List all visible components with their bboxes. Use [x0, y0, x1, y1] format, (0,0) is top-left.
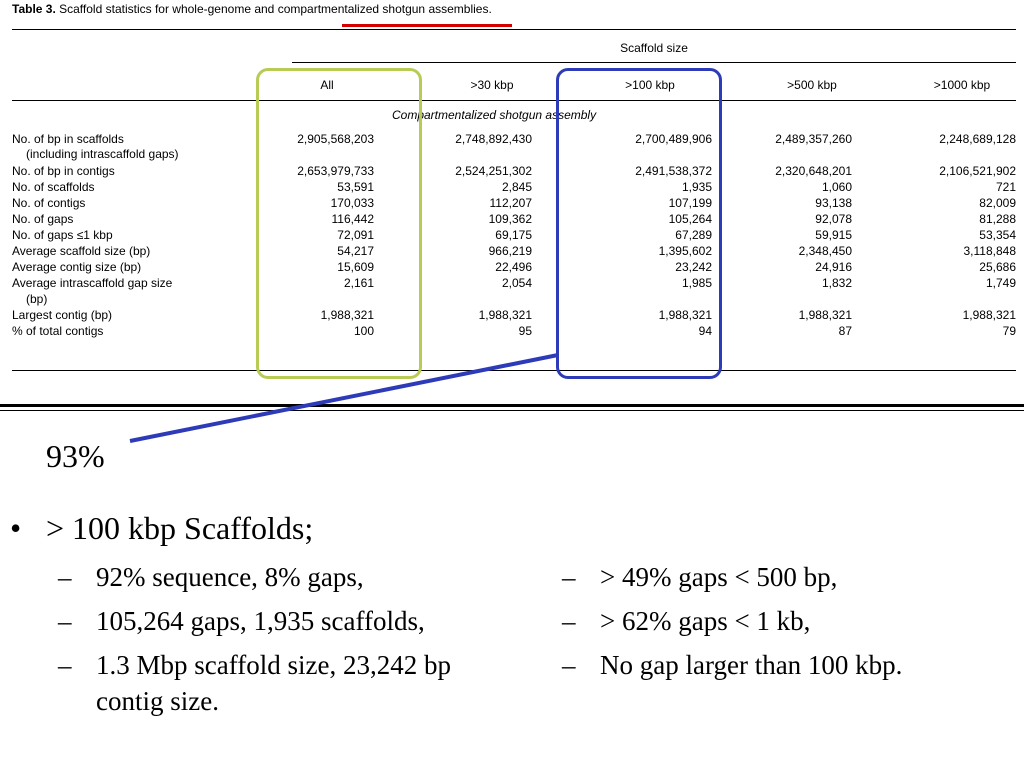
sub-bullet-text: 1.3 Mbp scaffold size, 23,242 bp — [96, 650, 451, 680]
table-caption: Scaffold statistics for whole-genome and compartmentalized shotgun assemblies. — [55, 2, 492, 16]
cell-30kbp: 95 — [518, 324, 532, 338]
sub-bullet — [58, 650, 451, 681]
cell-100kbp: 2,491,538,372 — [635, 164, 712, 178]
dash-icon: – — [562, 562, 576, 592]
cell-30kbp: 2,845 — [501, 180, 532, 194]
cell-500kbp: 87 — [838, 324, 852, 338]
cell-500kbp: 2,348,450 — [798, 244, 852, 258]
bullet-main-text: > 100 kbp Scaffolds; — [46, 510, 314, 546]
cell-30kbp: 22,496 — [495, 260, 532, 274]
sub-bullet-text: 105,264 gaps, 1,935 scaffolds, — [96, 606, 425, 636]
cell-1000kbp: 1,988,321 — [962, 308, 1016, 322]
sub-bullet-text: > 49% gaps < 500 bp, — [600, 562, 838, 592]
sub-bullet — [562, 606, 810, 637]
cell-500kbp: 1,060 — [821, 180, 852, 194]
cell-30kbp: 2,054 — [501, 276, 532, 290]
callout-percent: 93% — [46, 438, 105, 474]
cell-all: 72,091 — [337, 228, 374, 242]
cell-500kbp: 92,078 — [815, 212, 852, 226]
row-sublabel: (including intrascaffold gaps) — [26, 147, 179, 161]
cell-1000kbp: 2,106,521,902 — [939, 164, 1016, 178]
row-label: Average scaffold size (bp) — [12, 244, 151, 258]
sub-bullet-continuation — [96, 686, 219, 717]
cell-100kbp: 67,289 — [675, 228, 712, 242]
cell-100kbp: 1,988,321 — [658, 308, 712, 322]
row-label: No. of gaps — [12, 212, 74, 226]
cell-30kbp: 112,207 — [489, 196, 532, 210]
cell-30kbp: 2,524,251,302 — [455, 164, 532, 178]
row-sublabel: (bp) — [26, 292, 48, 306]
cell-all: 2,161 — [343, 276, 374, 290]
col-header-1000kbp: >1000 kbp — [933, 78, 991, 92]
dash-icon: – — [58, 562, 72, 592]
cell-500kbp: 2,489,357,260 — [775, 132, 852, 146]
cell-1000kbp: 82,009 — [979, 196, 1016, 210]
cell-all: 53,591 — [337, 180, 374, 194]
row-label: Average contig size (bp) — [12, 260, 142, 274]
dash-icon: – — [58, 650, 72, 680]
cell-100kbp: 1,935 — [681, 180, 712, 194]
cell-all: 170,033 — [330, 196, 374, 210]
col-header-500kbp: >500 kbp — [787, 78, 837, 92]
cell-100kbp: 105,264 — [668, 212, 712, 226]
bullet-dot-icon: • — [10, 510, 22, 546]
row-label: No. of bp in scaffolds — [12, 132, 124, 146]
sub-bullet — [562, 562, 837, 593]
table-number: Table 3. — [12, 2, 56, 16]
cell-30kbp: 109,362 — [488, 212, 532, 226]
cell-500kbp: 1,988,321 — [798, 308, 852, 322]
sub-bullet-text: > 62% gaps < 1 kb, — [600, 606, 811, 636]
row-label: No. of contigs — [12, 196, 86, 210]
cell-1000kbp: 25,686 — [979, 260, 1016, 274]
scaffold-size-header: Scaffold size — [620, 41, 688, 55]
cell-100kbp: 1,985 — [681, 276, 712, 290]
cell-500kbp: 59,915 — [815, 228, 852, 242]
cell-500kbp: 2,320,648,201 — [775, 164, 852, 178]
cell-30kbp: 1,988,321 — [478, 308, 532, 322]
cell-100kbp: 2,700,489,906 — [635, 132, 712, 146]
cell-all: 2,653,979,733 — [297, 164, 374, 178]
cell-1000kbp: 81,288 — [979, 212, 1016, 226]
sub-bullet-text: No gap larger than 100 kbp. — [600, 650, 903, 680]
cell-all: 100 — [353, 324, 374, 338]
sub-bullet — [58, 606, 425, 637]
cell-1000kbp: 3,118,848 — [963, 244, 1016, 258]
cell-all: 116,442 — [331, 212, 374, 226]
cell-1000kbp: 1,749 — [985, 276, 1016, 290]
row-label: No. of bp in contigs — [12, 164, 115, 178]
dash-icon: – — [58, 606, 72, 636]
col-header-all: All — [320, 78, 334, 92]
cell-100kbp: 107,199 — [668, 196, 712, 210]
cell-500kbp: 93,138 — [815, 196, 852, 210]
cell-30kbp: 966,219 — [488, 244, 532, 258]
row-label: No. of gaps ≤1 kbp — [12, 228, 113, 242]
cell-500kbp: 1,832 — [821, 276, 852, 290]
cell-30kbp: 2,748,892,430 — [455, 132, 532, 146]
cell-all: 2,905,568,203 — [297, 132, 374, 146]
cell-all: 1,988,321 — [320, 308, 374, 322]
cell-all: 54,217 — [337, 244, 374, 258]
row-label: No. of scaffolds — [12, 180, 95, 194]
cell-100kbp: 1,395,602 — [658, 244, 712, 258]
cell-500kbp: 24,916 — [815, 260, 852, 274]
cell-30kbp: 69,175 — [495, 228, 532, 242]
col-header-30kbp: >30 kbp — [470, 78, 514, 92]
sub-bullet-text: contig size. — [96, 686, 219, 716]
cell-1000kbp: 53,354 — [979, 228, 1016, 242]
cell-1000kbp: 721 — [995, 180, 1016, 194]
sub-bullet — [562, 650, 902, 681]
cell-100kbp: 94 — [698, 324, 712, 338]
row-label: % of total contigs — [12, 324, 104, 338]
row-label: Largest contig (bp) — [12, 308, 113, 322]
dash-icon: – — [562, 650, 576, 680]
dash-icon: – — [562, 606, 576, 636]
sub-bullet-text: 92% sequence, 8% gaps, — [96, 562, 364, 592]
bullet-main — [10, 510, 313, 547]
cell-1000kbp: 2,248,689,128 — [939, 132, 1016, 146]
sub-bullet — [58, 562, 364, 593]
col-header-100kbp: >100 kbp — [625, 78, 675, 92]
cell-all: 15,609 — [337, 260, 374, 274]
cell-1000kbp: 79 — [1002, 324, 1016, 338]
row-label: Average intrascaffold gap size — [12, 276, 173, 290]
section-label: Compartmentalized shotgun assembly — [392, 108, 597, 122]
cell-100kbp: 23,242 — [675, 260, 712, 274]
